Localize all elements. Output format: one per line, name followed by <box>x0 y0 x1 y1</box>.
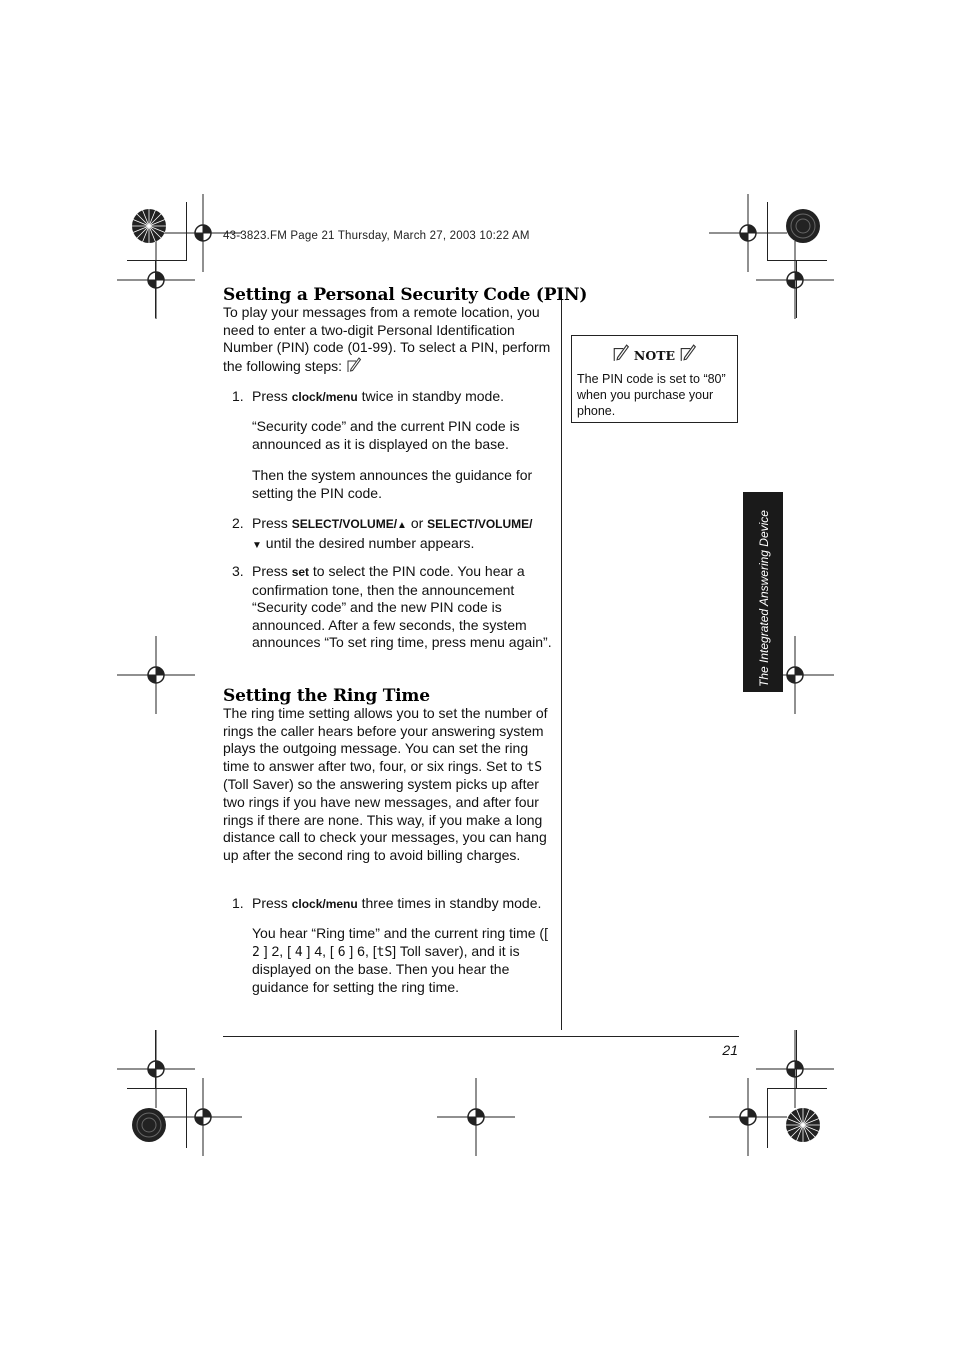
ring-intro-text: The ring time setting allows you to set the number of rings the caller hears before your answering system plays the outgoing message. You can set the ring time to answer after two, four, or six rings. Set to <box>223 705 548 774</box>
footer-rule <box>223 1036 739 1037</box>
note-text: The PIN code is set to “80” when you purchase your phone. <box>577 372 726 418</box>
registration-mark-icon <box>437 1078 515 1156</box>
ring-intro <box>223 705 553 864</box>
note-pencil-icon <box>679 344 697 362</box>
column-divider <box>561 290 562 1030</box>
step-number: 1. <box>232 388 244 404</box>
star-target-icon <box>785 208 821 244</box>
step-text: ] 2, [ <box>259 942 295 959</box>
section-title-pin: Setting a Personal Security Code (PIN) <box>223 285 588 305</box>
display-digit: 4 <box>294 944 303 960</box>
down-arrow-icon: ▼ <box>252 539 262 551</box>
ring-step-1-result <box>252 925 557 996</box>
note-heading <box>572 344 737 363</box>
pin-step-2 <box>252 515 557 554</box>
step-text: to select the PIN code. You hear a confirmation tone, then the announcement “Security code” and the new PIN code is announced. After a few seconds, the system announces “To set ring time, press menu again”. <box>252 563 552 651</box>
registration-mark-icon <box>117 241 195 319</box>
step-number: 2. <box>232 515 244 531</box>
section-title-ring-time: Setting the Ring Time <box>223 686 430 706</box>
step-text: Press <box>252 388 292 404</box>
file-info-header: 43-3823.FM Page 21 Thursday, March 27, 2003 10:22 AM <box>223 230 530 242</box>
step-text: ] 4, [ <box>302 942 338 959</box>
registration-mark-icon <box>164 1078 242 1156</box>
star-target-icon <box>785 1107 821 1143</box>
note-pencil-icon <box>346 357 362 373</box>
display-digit: 2 <box>252 944 260 960</box>
registration-mark-icon <box>709 1078 787 1156</box>
display-digit: 6 <box>337 944 346 960</box>
step-text: Press <box>252 895 292 911</box>
pin-step-1 <box>252 388 557 407</box>
registration-mark-icon <box>117 636 195 714</box>
key-clock-menu: clock/menu <box>291 897 358 911</box>
note-pencil-icon <box>612 344 630 362</box>
pin-intro <box>223 304 553 375</box>
step-text: twice in standby mode. <box>357 388 505 404</box>
pin-intro-text: To play your messages from a remote location, you need to enter a two-digit Personal Identification Number (PIN) code (01-99). To select a PIN, perform the following steps: <box>223 304 551 374</box>
step-text: Press <box>252 515 292 531</box>
pin-step-3 <box>252 563 557 652</box>
step-text: or <box>406 515 428 531</box>
pin-step-1-result: “Security code” and the current PIN code is announced as it is displayed on the base. <box>252 418 520 452</box>
key-set: set <box>291 565 310 579</box>
step-text: ] Toll saver), and it is displayed on the base. Then you hear the guidance for setting the ring time. <box>252 942 520 995</box>
step-text: until the desired number appears. <box>261 534 475 551</box>
step-text: Press <box>252 563 292 579</box>
step-number: 3. <box>232 563 244 579</box>
ring-intro-text: (Toll Saver) so the answering system picks up after two rings if you have new messages, and after four rings if there are none. This way, if you make a long distance call to check your messages, you can hang up after the second ring to avoid billing charges. <box>223 776 547 863</box>
star-target-icon <box>131 1107 167 1143</box>
step-number: 1. <box>232 895 244 911</box>
page-number: 21 <box>722 1042 738 1058</box>
ring-step-1 <box>252 895 557 914</box>
key-select-volume: SELECT/VOLUME/ <box>427 517 533 531</box>
star-target-icon <box>131 208 167 244</box>
note-label: NOTE <box>633 348 676 363</box>
pin-step-1-guidance: Then the system announces the guidance for setting the PIN code. <box>252 467 533 501</box>
note-box <box>571 335 738 423</box>
step-text: ] 6, [ <box>345 942 377 959</box>
key-select-volume: SELECT/VOLUME/ <box>291 517 398 531</box>
display-digit: tS <box>376 944 393 960</box>
chapter-side-tab-label: The Integrated Answering Device <box>757 510 771 687</box>
step-text: three times in standby mode. <box>357 895 542 911</box>
up-arrow-icon: ▲ <box>397 520 407 531</box>
toll-saver-display: tS <box>526 759 543 775</box>
step-text: You hear “Ring time” and the current ring time ([ <box>252 925 548 941</box>
key-clock-menu: clock/menu <box>291 390 358 404</box>
registration-mark-icon <box>756 241 834 319</box>
